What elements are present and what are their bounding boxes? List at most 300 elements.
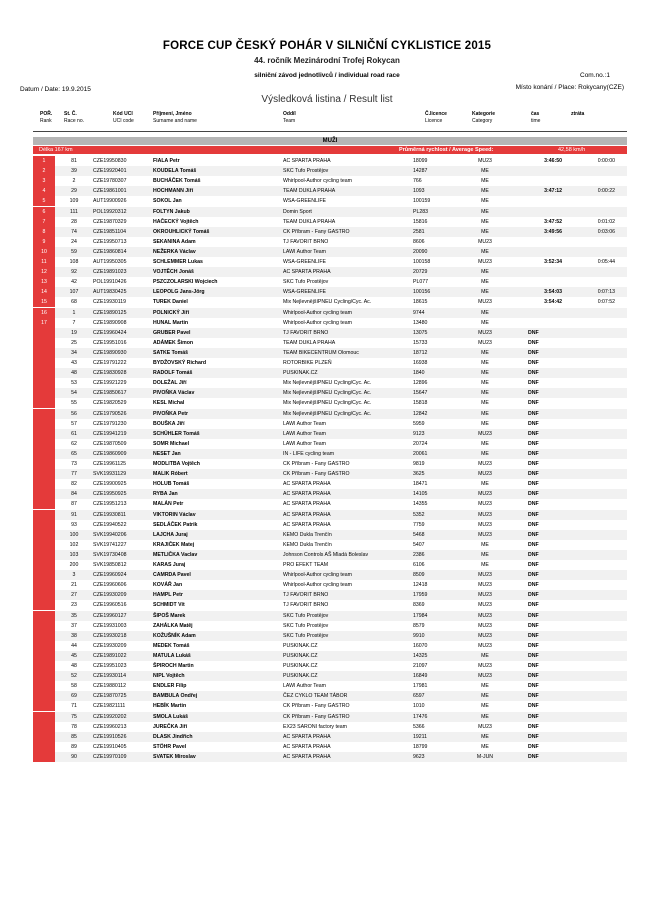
time-loss-cell: 0:00:22 [597, 188, 615, 195]
uci-code-cell: CZE19861001 [93, 188, 127, 195]
race-number-cell: 37 [71, 622, 77, 629]
licence-cell: 5366 [413, 723, 425, 730]
category-cell: MU23 [478, 491, 492, 498]
table-row [0, 358, 654, 368]
table-row [0, 752, 654, 762]
licence-cell: 18099 [413, 158, 428, 164]
time-cell: DNF [528, 370, 539, 377]
uci-code-cell: CZE19950830 [93, 158, 127, 164]
rank-cell-background [33, 681, 55, 691]
table-row [0, 247, 654, 257]
time-cell: DNF [528, 572, 539, 579]
category-cell: ME [481, 370, 489, 377]
time-cell: DNF [528, 390, 539, 397]
uci-code-cell: CZE19960213 [93, 723, 127, 730]
rank-cell: 1 [42, 158, 46, 164]
result-list-title: Výsledková listina / Result list [261, 94, 393, 105]
rider-name-cell: RADOLF Tomáš [153, 370, 193, 377]
licence-cell: 16070 [413, 642, 428, 649]
table-row [0, 550, 654, 560]
team-cell: PUSKINAK.CZ [283, 652, 318, 659]
rider-name-cell: PSZCZOLARSKI Wojciech [153, 279, 218, 286]
time-cell: DNF [528, 602, 539, 609]
rank-cell-background [33, 752, 55, 762]
rider-name-cell: HEBÍK Martin [153, 703, 187, 710]
uci-code-cell: CZE19820529 [93, 400, 127, 407]
race-number-cell: 38 [71, 632, 77, 639]
licence-cell: 8369 [413, 602, 425, 609]
time-cell: DNF [528, 329, 539, 336]
licence-cell: 1840 [413, 370, 425, 377]
uci-code-cell: CZE19950713 [93, 238, 127, 245]
category-cell: MU23 [478, 642, 492, 649]
licence-cell: 14287 [413, 168, 428, 175]
header-divider [33, 131, 627, 132]
time-cell: DNF [528, 521, 539, 528]
rider-name-cell: ADÁMEK Šimon [153, 339, 194, 346]
table-row [0, 701, 654, 711]
time-cell: DNF [528, 360, 539, 366]
licence-cell: 100159 [413, 198, 431, 205]
rider-name-cell: FIALA Petr [153, 158, 180, 164]
licence-cell: 9910 [413, 632, 425, 639]
category-cell: ME [481, 683, 489, 690]
time-cell: DNF [528, 531, 539, 538]
race-number-cell: 7 [72, 319, 76, 326]
team-cell: WSA-GREENLIFE [283, 259, 326, 265]
uci-code-cell: AUT19830425 [93, 289, 127, 296]
race-place: Místo konání / Place: Rokycany(CZE) [515, 84, 624, 91]
team-cell: AC SPARTA PRAHA [283, 733, 331, 740]
uci-code-cell: CZE19890930 [93, 349, 127, 356]
time-cell: DNF [528, 339, 539, 346]
race-number-cell: 48 [71, 663, 77, 669]
licence-cell: 21097 [413, 663, 428, 669]
uci-code-cell: SVK19940206 [93, 531, 127, 538]
licence-cell: 16938 [413, 360, 428, 366]
time-cell: DNF [528, 612, 539, 619]
time-cell: DNF [528, 410, 539, 417]
table-row [0, 156, 654, 166]
category-cell: ME [481, 450, 489, 457]
rank-cell: 15 [41, 299, 47, 306]
team-cell: Whirlpool-Author cycling team [283, 309, 352, 316]
distance-label: Délka 167 km [39, 147, 73, 153]
category-cell: ME [481, 228, 489, 235]
race-number-cell: 91 [71, 511, 77, 518]
col-team-label: Oddíl [283, 111, 296, 117]
uci-code-cell: CZE19960127 [93, 612, 127, 619]
time-cell: DNF [528, 380, 539, 387]
uci-code-cell: CZE19930114 [93, 673, 127, 680]
licence-cell: 17959 [413, 592, 428, 599]
time-cell: 3:47:12 [544, 188, 562, 195]
col-name-label: Příjmení, Jméno [153, 111, 192, 117]
rider-name-cell: SEDLÁČEK Patrik [153, 521, 198, 528]
uci-code-cell: SVK19741227 [93, 541, 127, 548]
uci-code-cell: CZE19791222 [93, 360, 127, 366]
rank-cell-background [33, 338, 55, 348]
race-number-cell: 78 [71, 723, 77, 730]
rank-cell-background [33, 479, 55, 489]
uci-code-cell: CZE19940522 [93, 521, 127, 528]
race-number-cell: 35 [71, 612, 77, 619]
rider-name-cell: METLIČKA Vaclav [153, 551, 198, 558]
race-number-cell: 73 [71, 461, 77, 467]
team-cell: EX23 SARONI factory team [283, 723, 348, 730]
rank-cell: 14 [41, 289, 47, 296]
category-cell: ME [481, 309, 489, 316]
category-cell: MU23 [478, 158, 492, 164]
uci-code-cell: POL19920312 [93, 208, 127, 215]
rider-name-cell: MODLITBA Vojtěch [153, 461, 200, 467]
time-cell: DNF [528, 703, 539, 710]
table-row [0, 277, 654, 287]
licence-cell: 12842 [413, 410, 428, 417]
rank-cell-background [33, 671, 55, 681]
distance-row [33, 146, 627, 154]
team-cell: SKC Tufo Prostějov [283, 279, 329, 286]
licence-cell: 17981 [413, 683, 428, 690]
rank-cell-background [33, 520, 55, 530]
rank-cell-background [33, 459, 55, 469]
rider-name-cell: SVATEK Miroslav [153, 753, 196, 760]
uci-code-cell: CZE19930811 [93, 511, 127, 518]
uci-code-cell: AUT19950305 [93, 259, 127, 265]
rider-name-cell: MATULA Lukáš [153, 652, 191, 659]
rider-name-cell: ENDLER Filip [153, 683, 187, 690]
time-cell: DNF [528, 683, 539, 690]
rider-name-cell: JUREČKA Jiří [153, 723, 188, 730]
category-cell: ME [481, 440, 489, 447]
table-row [0, 499, 654, 509]
licence-cell: PL283 [413, 208, 429, 215]
team-cell: TJ FAVORIT BRNO [283, 592, 329, 599]
rank-cell-background [33, 570, 55, 580]
team-cell: TEAM BIKECENTRUM Olomouc [283, 349, 359, 356]
licence-cell: 1010 [413, 703, 425, 710]
licence-cell: 766 [413, 178, 422, 185]
licence-cell: 8509 [413, 572, 425, 579]
category-cell: ME [481, 743, 489, 750]
category-cell: ME [481, 562, 489, 568]
race-number-cell: 109 [69, 198, 79, 205]
rider-name-cell: KOŽUŠNÍK Adam [153, 632, 196, 639]
uci-code-cell: CZE19851104 [93, 228, 127, 235]
uci-code-cell: CZE19900925 [93, 481, 127, 488]
rider-name-cell: STÖHR Pavel [153, 743, 187, 750]
rank-cell: 4 [42, 188, 46, 195]
team-cell: SKC Tufo Prostějov [283, 622, 329, 629]
rider-name-cell: DLASK Jindřich [153, 733, 193, 740]
team-cell: CK Příbram - Fany GASTRO [283, 461, 350, 467]
rank-cell: 12 [41, 269, 47, 276]
race-number-cell: 108 [69, 259, 79, 265]
time-cell: DNF [528, 693, 539, 700]
race-number-cell: 107 [69, 289, 79, 296]
category-cell: MU23 [478, 673, 492, 680]
time-cell: DNF [528, 562, 539, 568]
time-cell: 3:54:42 [544, 299, 562, 306]
uci-code-cell: CZE19830928 [93, 370, 127, 377]
table-row [0, 429, 654, 439]
table-row [0, 479, 654, 489]
time-cell: DNF [528, 501, 539, 508]
table-row [0, 459, 654, 469]
race-number-cell: 100 [69, 531, 79, 538]
table-row [0, 308, 654, 318]
rider-name-cell: ZAHÁLKA Matěj [153, 622, 193, 629]
uci-code-cell: CZE19960516 [93, 602, 127, 609]
licence-cell: 5468 [413, 531, 425, 538]
race-number-cell: 19 [71, 329, 77, 336]
category-cell: ME [481, 652, 489, 659]
uci-code-cell: CZE19860814 [93, 248, 127, 255]
col-name-header [153, 111, 197, 124]
category-cell: ME [481, 390, 489, 397]
team-cell: AC SPARTA PRAHA [283, 511, 331, 518]
category-cell: ME [481, 269, 489, 276]
col-uci-label-en: UCI code [113, 117, 134, 124]
rank-cell-background [33, 742, 55, 752]
time-cell: DNF [528, 440, 539, 447]
rank-cell: 6 [42, 208, 46, 215]
team-cell: PUSKINAK.CZ [283, 642, 318, 649]
category-cell: ME [481, 279, 489, 286]
race-number-cell: 39 [71, 168, 77, 175]
race-type: silniční závod jednotlivců / individual road race [254, 72, 400, 79]
rank-cell: 11 [41, 259, 47, 265]
rank-cell: 2 [42, 168, 46, 175]
uci-code-cell: CZE19931003 [93, 622, 127, 629]
time-cell: DNF [528, 349, 539, 356]
rider-name-cell: PIVOŇKA Petr [153, 410, 188, 417]
uci-code-cell: CZE19821111 [93, 703, 126, 710]
table-row [0, 712, 654, 722]
table-row [0, 398, 654, 408]
team-cell: Domin Sport [283, 208, 312, 215]
col-team-label-en: Team [283, 117, 296, 124]
time-cell: DNF [528, 491, 539, 498]
team-cell: PUSKINAK.CZ [283, 370, 318, 377]
team-cell: IN - LIFE cycling team [283, 450, 335, 457]
time-cell: DNF [528, 582, 539, 589]
rider-name-cell: MALIK Róbert [153, 471, 188, 478]
race-number-cell: 53 [71, 380, 77, 387]
table-row [0, 217, 654, 227]
rider-name-cell: SCHMIDT Vít [153, 602, 185, 609]
table-row [0, 520, 654, 530]
table-row [0, 287, 654, 297]
race-number-cell: 24 [71, 238, 77, 245]
team-cell: Whirlpool-Author cycling team [283, 319, 352, 326]
time-cell: DNF [528, 511, 539, 518]
rank-cell-background [33, 550, 55, 560]
race-number-cell: 74 [71, 228, 77, 235]
category-cell: ME [481, 713, 489, 720]
table-row [0, 722, 654, 732]
licence-cell: 8579 [413, 622, 425, 629]
race-number-cell: 200 [69, 562, 79, 568]
licence-cell: 18615 [413, 299, 428, 306]
time-cell: DNF [528, 541, 539, 548]
col-stc-header [64, 111, 84, 124]
uci-code-cell: CZE19960606 [93, 582, 127, 589]
time-cell: 3:47:52 [544, 218, 562, 225]
table-row [0, 257, 654, 267]
licence-cell: 15647 [413, 390, 428, 397]
team-cell: LAWI Author Team [283, 420, 326, 427]
time-loss-cell: 0:05:44 [597, 259, 615, 265]
team-cell: Johnson Controls AŠ Mladá Boleslav [283, 551, 369, 558]
rider-name-cell: SCHÜHLER Tomáš [153, 430, 200, 437]
rider-name-cell: DOLEŽAL Jiří [153, 380, 187, 387]
col-uci-label: Kód UCI [113, 111, 133, 117]
table-row [0, 318, 654, 328]
rank-cell-background [33, 499, 55, 509]
rank-cell-background [33, 701, 55, 711]
category-cell: ME [481, 248, 489, 255]
rider-name-cell: KOUDELA Tomáš [153, 168, 197, 175]
team-cell: AC SPARTA PRAHA [283, 521, 331, 528]
race-number-cell: 84 [71, 491, 77, 498]
team-cell: TEAM DUKLA PRAHA [283, 218, 336, 225]
rider-name-cell: BOUŠKA Jiří [153, 420, 185, 427]
rider-name-cell: BAMBULA Ondřej [153, 693, 198, 700]
team-cell: AC SPARTA PRAHA [283, 743, 331, 750]
race-number-cell: 90 [71, 753, 77, 760]
rider-name-cell: BUCHÁČEK Tomáš [153, 178, 201, 185]
col-time-header [531, 111, 540, 124]
category-cell: MU23 [478, 471, 492, 478]
table-row [0, 510, 654, 520]
time-cell: DNF [528, 400, 539, 407]
uci-code-cell: CZE19870329 [93, 218, 127, 225]
rank-cell-background [33, 328, 55, 338]
race-number-cell: 93 [71, 521, 77, 528]
table-row [0, 338, 654, 348]
time-cell: 3:46:50 [544, 158, 562, 164]
time-loss-cell: 0:03:06 [597, 228, 615, 235]
licence-cell: 15816 [413, 218, 428, 225]
team-cell: AC SPARTA PRAHA [283, 501, 331, 508]
category-cell: MU23 [478, 430, 492, 437]
uci-code-cell: CZE19890908 [93, 319, 127, 326]
table-row [0, 237, 654, 247]
licence-cell: 13075 [413, 329, 428, 336]
rider-name-cell: SEKANINA Adam [153, 238, 196, 245]
race-number-cell: 21 [71, 582, 77, 589]
licence-cell: 19211 [413, 733, 428, 740]
time-cell: DNF [528, 632, 539, 639]
race-number-cell: 61 [71, 430, 77, 437]
uci-code-cell: CZE19870509 [93, 440, 127, 447]
race-number-cell: 92 [71, 269, 77, 276]
rider-name-cell: CAMRDA Pavel [153, 572, 191, 579]
team-cell: AC SPARTA PRAHA [283, 269, 331, 276]
licence-cell: 18471 [413, 481, 428, 488]
uci-code-cell: CZE19890125 [93, 309, 127, 316]
category-cell: ME [481, 319, 489, 326]
rider-name-cell: GRUBER Pavel [153, 329, 191, 336]
race-number-cell: 56 [71, 410, 77, 417]
rank-cell-background [33, 348, 55, 358]
uci-code-cell: CZE19930119 [93, 299, 127, 306]
time-cell: DNF [528, 471, 539, 478]
table-row [0, 186, 654, 196]
category-cell: MU23 [478, 339, 492, 346]
race-number-cell: 87 [71, 501, 77, 508]
uci-code-cell: CZE19920202 [93, 713, 127, 720]
rank-cell: 7 [42, 218, 46, 225]
rank-cell-background [33, 429, 55, 439]
licence-cell: 18799 [413, 743, 428, 750]
col-loss-header [571, 111, 584, 118]
uci-code-cell: CZE19951016 [93, 339, 127, 346]
licence-cell: 15818 [413, 400, 428, 407]
licence-cell: 5352 [413, 511, 425, 518]
category-cell: ME [481, 178, 489, 185]
category-cell: MU23 [478, 299, 492, 306]
table-row [0, 580, 654, 590]
category-cell: ME [481, 400, 489, 407]
time-cell: DNF [528, 592, 539, 599]
team-cell: LAWI Author Team [283, 440, 326, 447]
team-cell: AC SPARTA PRAHA [283, 491, 331, 498]
race-number-cell: 43 [71, 360, 77, 366]
rider-name-cell: MEDEK Tomáš [153, 642, 190, 649]
time-cell: DNF [528, 420, 539, 427]
table-row [0, 691, 654, 701]
rider-name-cell: NEŽERKA Václav [153, 248, 196, 255]
uci-code-cell: CZE19891022 [93, 652, 127, 659]
licence-cell: 9123 [413, 430, 425, 437]
team-cell: WSA-GREENLIFE [283, 198, 326, 205]
table-row [0, 196, 654, 206]
team-cell: LAWI Author Team [283, 248, 326, 255]
col-rank-label: POŘ. [40, 111, 53, 117]
table-row [0, 732, 654, 742]
col-uci-header [113, 111, 134, 124]
uci-code-cell: CZE19970109 [93, 753, 127, 760]
uci-code-cell: AUT19900926 [93, 198, 127, 205]
race-number-cell: 45 [71, 652, 77, 659]
time-loss-cell: 0:00:00 [597, 158, 615, 164]
licence-cell: 20090 [413, 248, 428, 255]
race-number-cell: 52 [71, 673, 77, 680]
table-row [0, 570, 654, 580]
rider-name-cell: TUREK Daniel [153, 299, 188, 306]
uci-code-cell: SVK19931129 [93, 471, 127, 478]
uci-code-cell: CZE19780307 [93, 178, 127, 185]
table-row [0, 631, 654, 641]
team-cell: TJ FAVORIT BRNO [283, 329, 329, 336]
col-licence-header [425, 111, 447, 124]
uci-code-cell: SVK19850812 [93, 562, 127, 568]
time-cell: DNF [528, 622, 539, 629]
table-row [0, 489, 654, 499]
rider-name-cell: KOVÁŘ Jan [153, 582, 183, 589]
col-time-label-en: time [531, 117, 541, 124]
table-row [0, 560, 654, 570]
time-cell: DNF [528, 743, 539, 750]
rider-name-cell: ŠPIROCH Martin [153, 663, 194, 669]
rider-name-cell: KESL Michal [153, 400, 185, 407]
rider-name-cell: SMOLA Lukáš [153, 713, 188, 720]
col-stc-label-en: Race no. [64, 117, 85, 124]
table-row [0, 540, 654, 550]
uci-code-cell: CZE19791230 [93, 420, 127, 427]
